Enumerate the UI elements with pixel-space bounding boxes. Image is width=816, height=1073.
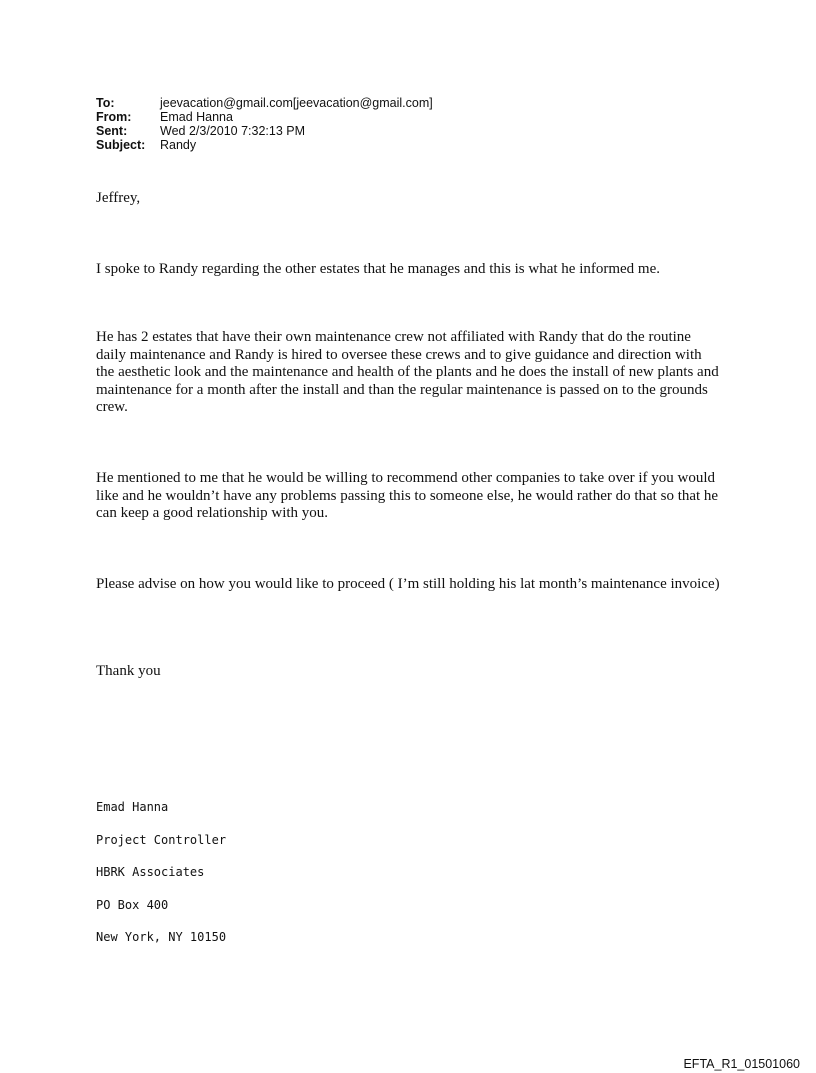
to-label: To: xyxy=(96,96,115,110)
subject-value: Randy xyxy=(160,138,197,152)
body-paragraph-4: Please advise on how you would like to proceed ( I’m still holding his lat month’s maintenance invoice) xyxy=(96,576,720,592)
signature-address-line-2: New York, NY 10150 xyxy=(96,930,227,944)
sent-row xyxy=(96,124,433,138)
email-header xyxy=(96,96,433,152)
subject-row xyxy=(96,138,433,152)
from-value: Emad Hanna xyxy=(160,110,233,124)
signature-address-line-1: PO Box 400 xyxy=(96,898,169,912)
signature-title: Project Controller xyxy=(96,833,227,847)
to-row xyxy=(96,96,433,110)
sent-label: Sent: xyxy=(96,124,128,138)
to-value: jeevacation@gmail.com[jeevacation@gmail.com] xyxy=(160,96,433,110)
signature-company: HBRK Associates xyxy=(96,865,205,879)
signature-name: Emad Hanna xyxy=(96,800,169,814)
body-paragraph-3: He mentioned to me that he would be willing to recommend other companies to take over if you would like and he wouldn’t have any problems passing this to someone else, he would rather do that so that he can keep a good relationship with you. xyxy=(96,470,719,521)
sent-value: Wed 2/3/2010 7:32:13 PM xyxy=(160,124,306,138)
subject-label: Subject: xyxy=(96,138,146,152)
greeting: Jeffrey, xyxy=(96,190,141,206)
document-id: EFTA_R1_01501060 xyxy=(683,1057,800,1071)
from-row xyxy=(96,110,433,124)
body-paragraph-2: He has 2 estates that have their own maintenance crew not affiliated with Randy that do the routine daily maintenance and Randy is hired to oversee these crews and to give guidance and direction with the aesthetic look and the maintenance and health of the plants and he does the install of new plants and maintenance for a month after the install and than the regular maintenance is passed on to the grounds crew. xyxy=(96,329,719,415)
body-paragraph-1: I spoke to Randy regarding the other estates that he manages and this is what he informed me. xyxy=(96,261,661,277)
from-label: From: xyxy=(96,110,132,124)
closing: Thank you xyxy=(96,663,161,679)
